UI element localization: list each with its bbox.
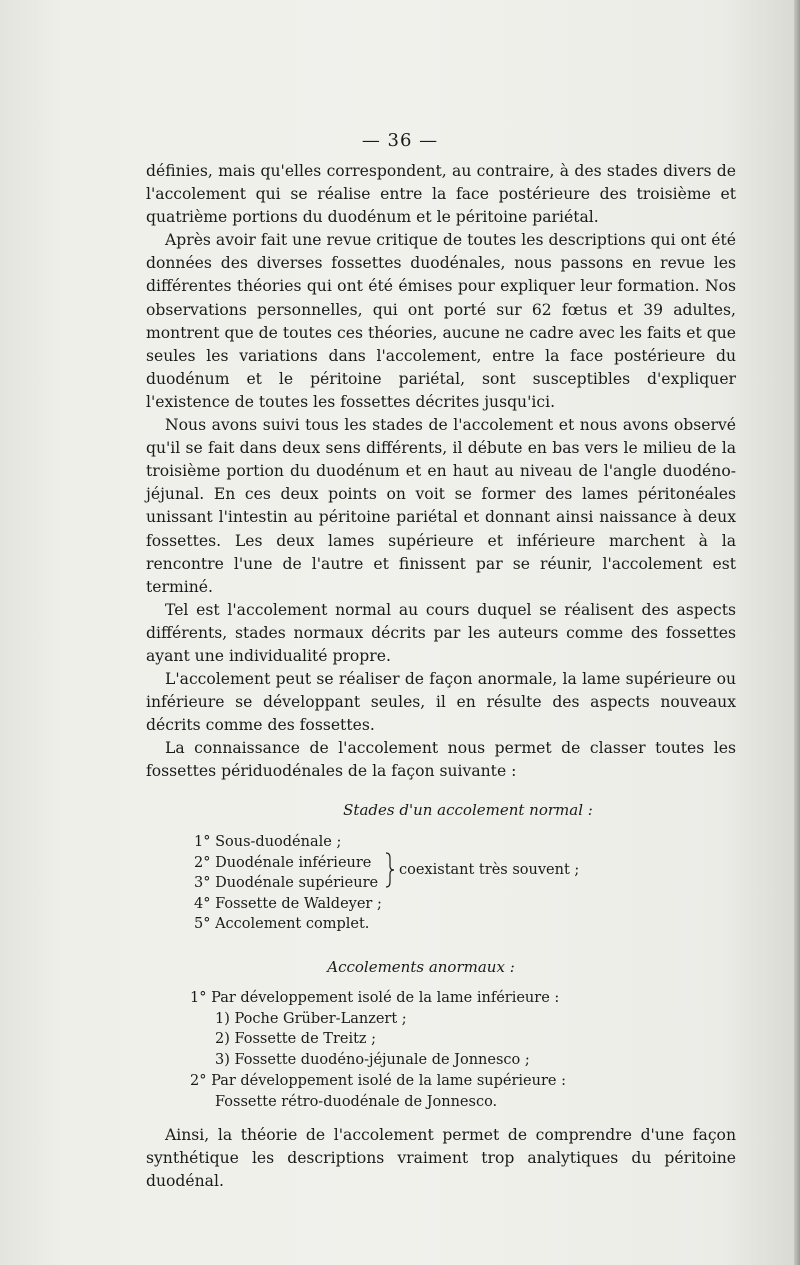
paragraph-6: La connaissance de l'accolement nous permet de classer toutes les fossettes périduodénales de la façon suivante : — [146, 739, 736, 781]
brace-icon — [385, 852, 395, 888]
paragraph-3: Nous avons suivi tous les stades de l'accolement et nous avons observé qu'il se fait dans deux sens différents, il débute en bas vers le milieu de la troisième portion du duodénum et en haut au niveau de l'angle duodéno-jéjunal. En ces deux points on voit se former des lames péritonéales unissant l'intestin au péritoine pariétal et donnant ainsi naissance à deux fossettes. Les deux lames supérieure et inférieure marchent à la rencontre l'une de l'autre et finissent par se réunir, l'accolement est terminé. — [146, 416, 736, 596]
normal-stages-list — [194, 832, 382, 935]
paragraph-5: L'accolement peut se réaliser de façon anormale, la lame supérieure ou inférieure se développant seules, il en résulte des aspects nouveaux décrits comme des fossettes. — [146, 670, 736, 735]
list-item: 3° Duodénale supérieure — [194, 875, 379, 891]
list-item: 1° Par développement isolé de la lame inférieure : — [190, 990, 560, 1006]
list-item: 4° Fossette de Waldeyer ; — [194, 895, 382, 912]
abnormal-heading: Accolements anormaux : — [327, 958, 515, 976]
list-item: 2) Fossette de Treitz ; — [215, 1031, 377, 1048]
closing-paragraph: Ainsi, la théorie de l'accolement permet de comprendre d'une façon synthétique les descriptions vraiment trop analytiques du péritoine duodénal. — [146, 1126, 736, 1190]
list-item: 1) Poche Grüber-Lanzert ; — [215, 1010, 407, 1027]
list-item: Fossette rétro-duodénale de Jonnesco. — [215, 1093, 498, 1110]
paragraph-2: Après avoir fait une revue critique de toutes les descriptions qui ont été données des diverses fossettes duodénales, nous passons en revue les différentes théories qui ont été émises pour expliquer leur formation. Nos observations personnelles, qui ont porté sur 62 fœtus et 39 adultes, montrent que de toutes ces théories, aucune ne cadre avec les faits et que seules les variations dans l'accolement, entre la face postérieure du duodénum et le péritoine pariétal, sont susceptibles d'expliquer l'existence de toutes les fossettes décrites jusqu'ici. — [146, 231, 736, 411]
list-item: 1° Sous-duodénale ; — [194, 834, 342, 850]
list-item: 2° Duodénale inférieure — [194, 854, 372, 871]
normal-stages-heading: Stades d'un accolement normal : — [343, 801, 593, 819]
list-item: 2° Par développement isolé de la lame supérieure : — [190, 1072, 566, 1089]
list-item: 5° Accolement complet. — [194, 916, 370, 932]
abnormal-list — [190, 988, 566, 1112]
main-text — [146, 160, 736, 784]
paragraph-4: Tel est l'accolement normal au cours duquel se réalisent des aspects différents, stades normaux décrits par les auteurs comme des fossettes ayant une individualité propre. — [146, 600, 736, 665]
page-edge-shadow — [794, 0, 800, 1265]
brace-note: coexistant très souvent ; — [399, 862, 580, 878]
list-item: 3) Fossette duodéno-jéjunale de Jonnesco ; — [215, 1052, 530, 1069]
page-number: — 36 — — [361, 130, 439, 151]
paragraph-1: définies, mais qu'elles correspondent, au contraire, à des stades divers de l'accolement qui se réalise entre la face postérieure des troisième et quatrième portions du duodénum et le péritoine pariétal. — [146, 162, 736, 227]
